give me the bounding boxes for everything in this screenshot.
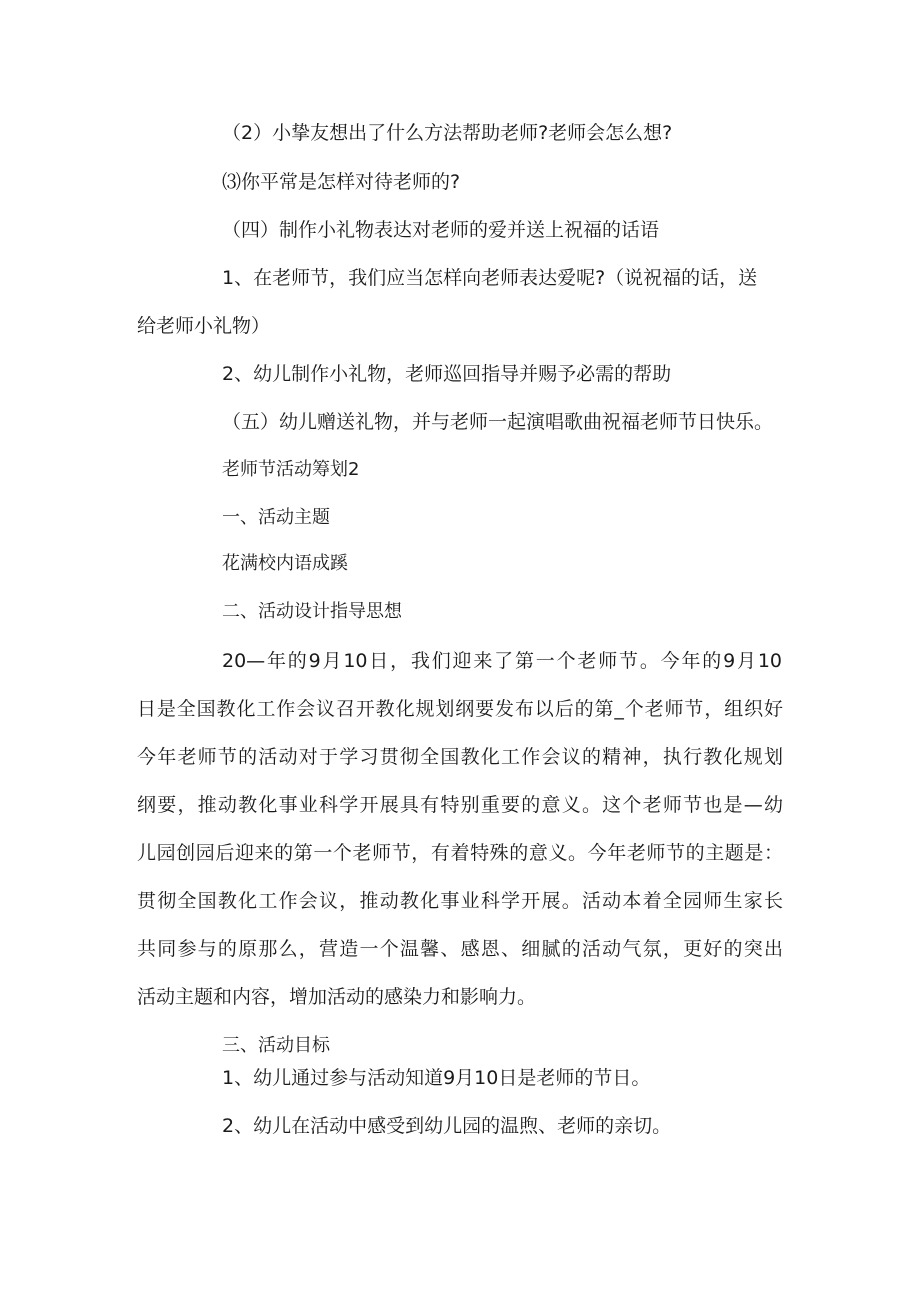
paragraph-line: 给老师小礼物） xyxy=(137,315,271,337)
paragraph-line: 1、在老师节，我们应当怎样向老师表达爱呢?（说祝福的话，送 xyxy=(222,267,758,289)
paragraph-line: 2、幼儿制作小礼物，老师巡回指导并赐予必需的帮助 xyxy=(222,363,672,385)
goal-item: 1、幼儿通过参与活动知道9月10日是老师的节日。 xyxy=(222,1067,651,1089)
section-heading-guiding-idea: 二、活动设计指导思想 xyxy=(222,601,402,622)
goal-item: 2、幼儿在活动中感受到幼儿园的温煦、老师的亲切。 xyxy=(222,1115,672,1137)
section-heading-theme: 一、活动主题 xyxy=(222,507,330,528)
theme-text: 花满校内语成蹊 xyxy=(222,553,348,574)
question-3-line: ⑶你平常是怎样对待老师的? xyxy=(222,171,461,193)
section-4-heading: （四）制作小礼物表达对老师的爱并送上祝福的话语 xyxy=(222,219,660,241)
paragraph-line: 20—年的9月10日，我们迎来了第一个老师节。今年的9月10 xyxy=(222,650,782,672)
document-title: 老师节活动筹划2 xyxy=(222,459,360,480)
paragraph-line: 贯彻全国教化工作会议，推动教化事业科学开展。活动本着全园师生家长 xyxy=(137,890,783,912)
paragraph-line: 日是全国教化工作会议召开教化规划纲要发布以后的第_个老师节，组织好 xyxy=(137,698,783,720)
paragraph-line: 活动主题和内容，增加活动的感染力和影响力。 xyxy=(137,986,537,1008)
section-5-heading: （五）幼儿赠送礼物，并与老师一起演唱歌曲祝福老师节日快乐。 xyxy=(222,411,774,433)
paragraph-line: 今年老师节的活动对于学习贯彻全国教化工作会议的精神，执行教化规划 xyxy=(137,746,783,768)
paragraph-line: 共同参与的原那么，营造一个温馨、感恩、细腻的活动气氛，更好的突出 xyxy=(137,938,783,960)
paragraph-line: 儿园创园后迎来的第一个老师节，有着特殊的意义。今年老师节的主题是： xyxy=(137,842,783,864)
section-heading-goals: 三、活动目标 xyxy=(222,1035,330,1056)
paragraph-line: 纲要，推动教化事业科学开展具有特别重要的意义。这个老师节也是—幼 xyxy=(137,794,783,816)
question-2-line: （2）小挚友想出了什么方法帮助老师?老师会怎么想? xyxy=(222,122,673,144)
